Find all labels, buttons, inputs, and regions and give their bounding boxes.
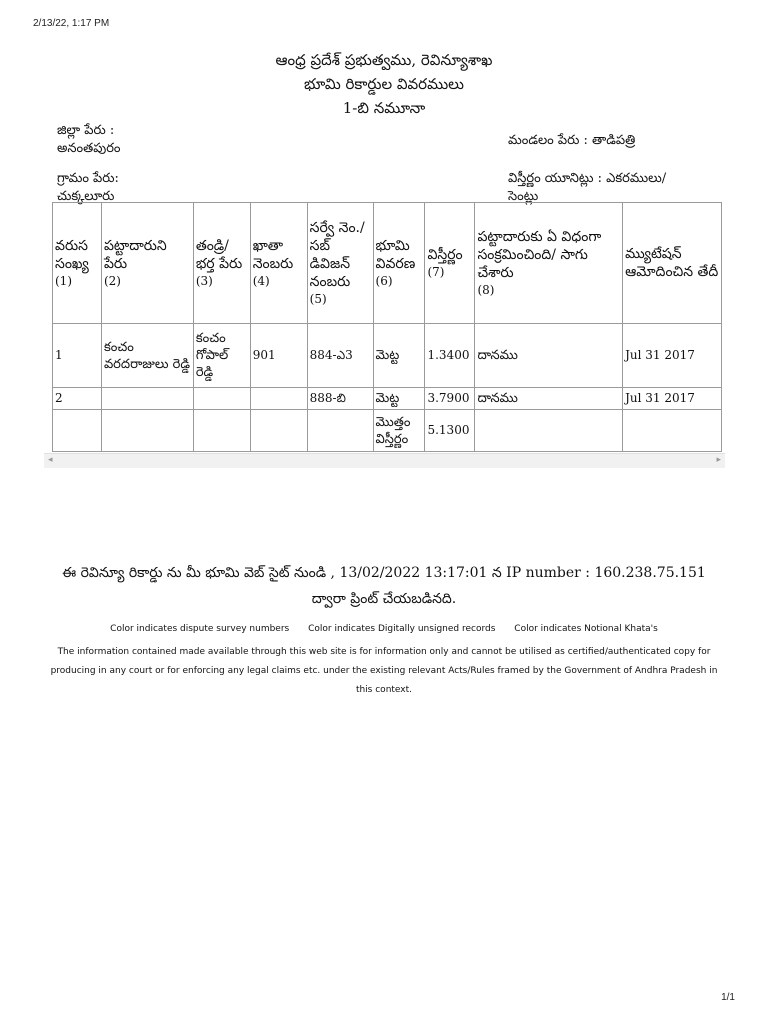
- col-land-type: భూమి వివరణ (6): [373, 203, 425, 324]
- col-survey-number: సర్వే నెం./ సబ్ డివిజన్ నంబరు (5): [307, 203, 373, 324]
- form-title: 1-బి నమూనా: [342, 99, 426, 117]
- cell-khata-number: 901: [250, 324, 307, 388]
- cell-father-name: కంచం గోపాల్ రెడ్డి: [193, 324, 250, 388]
- table-row: [53, 388, 722, 410]
- page-number: 1/1: [721, 992, 735, 1003]
- legend-dispute: Color indicates dispute survey numbers: [110, 624, 290, 634]
- cell-mutation-date: Jul 31 2017: [623, 324, 722, 388]
- cell-mutation-date: Jul 31 2017: [623, 388, 722, 410]
- village-block: [57, 170, 217, 206]
- department-title: ఆంధ్ర ప్రదేశ్ ప్రభుత్వము, రెవిన్యూశాఖ: [275, 51, 493, 69]
- district-value: అనంతపురం: [57, 141, 121, 156]
- table-row: [53, 324, 722, 388]
- scroll-left-icon[interactable]: ◂: [48, 455, 53, 465]
- table-header-row: [53, 203, 722, 324]
- print-note-line-2: ద్వారా ప్రింట్ చేయబడినది.: [311, 591, 457, 607]
- col-acquisition: పట్టాదారుకు ఏ విధంగా సంక్రమించింది/ సాగు చేశారు (8): [475, 203, 623, 324]
- total-extent-label: మొత్తం విస్తీర్ణం: [373, 410, 425, 452]
- color-legend: [30, 624, 738, 634]
- print-note: [30, 560, 738, 612]
- record-title: భూమి రికార్డుల వివరములు: [304, 75, 464, 93]
- village-value: చుక్కలూరు: [57, 189, 115, 204]
- cell-acquisition: దానము: [475, 324, 623, 388]
- location-right: [508, 132, 718, 206]
- unit-line-1: విస్తీర్ణం యూనిట్లు : ఎకరములు/: [508, 171, 667, 186]
- cell-serial: 1: [53, 324, 102, 388]
- cell-empty: [101, 410, 193, 452]
- print-note-line-1: ఈ రెవిన్యూ రికార్డు ను మీ భూమి వెబ్ సైట్ నుండి , 13/02/2022 13:17:01 న IP number : 160.238.75.151: [62, 565, 706, 581]
- land-records-table: [52, 202, 722, 452]
- village-label: గ్రామం పేరు:: [57, 171, 119, 186]
- cell-serial: 2: [53, 388, 102, 410]
- total-extent-value: 5.1300: [425, 410, 475, 452]
- legend-notional-khata: Color indicates Notional Khata's: [514, 624, 658, 634]
- land-records-table-container: [44, 202, 725, 468]
- disclaimer-text: The information contained made available through this web site is for information only and cannot be utilised as certified/authenticated copy for producing in any court or for enforcing any legal claims etc. under the existing relevant Acts/Rules framed by the Government of Andhra Pradesh in this context.: [50, 647, 718, 695]
- district-block: [57, 122, 217, 158]
- mandal-name: మండలం పేరు : తాడిపత్రి: [508, 133, 636, 148]
- table-total-row: [53, 410, 722, 452]
- cell-owner-name: కంచం వరదరాజులు రెడ్డి: [101, 324, 193, 388]
- cell-empty: [53, 410, 102, 452]
- cell-owner-name: [101, 388, 193, 410]
- print-timestamp: 2/13/22, 1:17 PM: [33, 18, 110, 29]
- horizontal-scrollbar[interactable]: [44, 453, 725, 468]
- cell-survey-number: 884-ఎ3: [307, 324, 373, 388]
- legend-unsigned: Color indicates Digitally unsigned records: [308, 624, 496, 634]
- cell-empty: [307, 410, 373, 452]
- cell-land-type: మెట్ట: [373, 388, 425, 410]
- cell-extent: 1.3400: [425, 324, 475, 388]
- cell-father-name: [193, 388, 250, 410]
- cell-empty: [475, 410, 623, 452]
- col-father-name: తండ్రి/ భర్త పేరు (3): [193, 203, 250, 324]
- col-khata-number: ఖాతా నెంబరు (4): [250, 203, 307, 324]
- scroll-right-icon[interactable]: ▸: [716, 455, 721, 465]
- col-owner-name: పట్టాదారుని పేరు (2): [101, 203, 193, 324]
- cell-acquisition: దానము: [475, 388, 623, 410]
- col-mutation-date: మ్యుటేషన్ ఆమోదించిన తేదీ: [623, 203, 722, 324]
- unit-line-2: సెంట్లు: [508, 189, 539, 204]
- cell-empty: [623, 410, 722, 452]
- district-label: జిల్లా పేరు :: [57, 123, 115, 138]
- cell-empty: [250, 410, 307, 452]
- unit-block: [508, 170, 718, 206]
- cell-khata-number: [250, 388, 307, 410]
- cell-survey-number: 888-బి: [307, 388, 373, 410]
- cell-extent: 3.7900: [425, 388, 475, 410]
- col-serial: వరుస సంఖ్య (1): [53, 203, 102, 324]
- cell-empty: [193, 410, 250, 452]
- cell-land-type: మెట్ట: [373, 324, 425, 388]
- document-header: [0, 48, 768, 120]
- col-extent: విస్తీర్ణం (7): [425, 203, 475, 324]
